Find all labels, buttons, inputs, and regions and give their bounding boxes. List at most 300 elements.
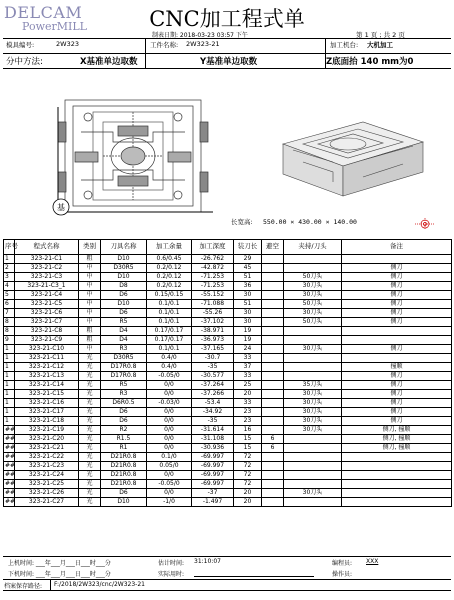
column-header: 加工余量: [147, 240, 192, 255]
table-cell: 45: [234, 264, 262, 273]
mold-no: 2W323: [56, 40, 79, 48]
table-cell: 光: [79, 435, 101, 444]
table-cell: 1: [4, 345, 15, 354]
table-cell: 0.4/0: [147, 363, 192, 372]
table-cell: [284, 453, 342, 462]
table-cell: ##: [5, 444, 16, 452]
table-cell: 30刀头: [284, 399, 342, 408]
table-cell: [262, 300, 284, 309]
table-cell: ##: [5, 480, 16, 488]
table-cell: -71.253: [192, 282, 234, 291]
table-cell: 光: [79, 390, 101, 399]
table-cell: 23: [234, 417, 262, 426]
table-cell: -30.7: [192, 354, 234, 363]
powermill-logo: PowerMILL: [22, 20, 87, 33]
column-header: 加工深度: [192, 240, 234, 255]
table-cell: 72: [234, 453, 262, 462]
table-cell: 侧刀: [342, 390, 452, 399]
table-cell: D10: [101, 300, 147, 309]
table-cell: [262, 309, 284, 318]
table-cell: 30刀头: [284, 390, 342, 399]
table-cell: 光: [79, 426, 101, 435]
table-row: [4, 309, 452, 318]
table-row: [4, 363, 452, 372]
machine-label: 加工机台:: [330, 41, 359, 49]
table-cell: 30刀头: [284, 309, 342, 318]
table-cell: [262, 471, 284, 480]
table-cell: -26.762: [192, 255, 234, 264]
base-mark: 基: [57, 203, 65, 212]
table-cell: ##: [5, 489, 16, 497]
table-cell: 30刀头: [284, 345, 342, 354]
table-cell: [284, 354, 342, 363]
table-cell: 侧刀, 撞顺: [342, 426, 452, 435]
table-cell: 2: [4, 264, 15, 273]
table-cell: 光: [79, 417, 101, 426]
divider: [3, 556, 451, 557]
table-cell: 323-21-C3: [15, 273, 79, 282]
table-cell: 侧刀, 撞顺: [342, 444, 452, 453]
table-cell: [284, 336, 342, 345]
table-cell: -31.108: [192, 435, 234, 444]
table-cell: 侧刀: [342, 399, 452, 408]
column-header: 装刀长: [234, 240, 262, 255]
table-cell: D8: [101, 282, 147, 291]
table-cell: [342, 471, 452, 480]
table-cell: 323-21-C8: [15, 327, 79, 336]
table-cell: -30.936: [192, 444, 234, 453]
table-cell: [284, 255, 342, 264]
dims-value: 550.00 × 430.00 × 140.00: [263, 218, 357, 226]
table-cell: [284, 462, 342, 471]
table-cell: [262, 282, 284, 291]
down-time: 下机时间: ___年___月___日___时___分: [8, 571, 111, 578]
table-cell: 24: [234, 345, 262, 354]
actual-time-label: 实际用时:: [158, 571, 185, 578]
table-row: [4, 372, 452, 381]
table-cell: 323-21-C18: [15, 417, 79, 426]
programmer-label: 编程员:: [332, 560, 353, 567]
table-cell: -71.088: [192, 300, 234, 309]
page-count: 第 1 页 ; 共 2 页: [356, 31, 405, 39]
table-cell: 粗: [79, 327, 101, 336]
table-cell: 0.1/0.1: [147, 318, 192, 327]
table-cell: -35: [192, 417, 234, 426]
table-cell: -30.577: [192, 372, 234, 381]
table-cell: 323-21-C14: [15, 381, 79, 390]
table-cell: [342, 453, 452, 462]
table-cell: 3: [4, 273, 15, 282]
divider: [3, 38, 451, 39]
projection-symbol: [415, 218, 435, 230]
table-cell: -42.872: [192, 264, 234, 273]
table-cell: [262, 480, 284, 489]
table-cell: 72: [234, 462, 262, 471]
table-cell: 323-21-C6: [15, 309, 79, 318]
mold-no-label: 模具编号:: [6, 41, 35, 49]
table-row: [4, 399, 452, 408]
table-cell: D30R5: [101, 264, 147, 273]
table-cell: 0/0: [147, 444, 192, 453]
table-cell: 20: [234, 390, 262, 399]
table-cell: 30刀头: [284, 291, 342, 300]
table-row: [4, 489, 452, 498]
table-cell: 1: [4, 399, 15, 408]
table-cell: D10: [101, 498, 147, 507]
table-cell: 323-21-C21: [15, 444, 79, 453]
table-cell: [262, 255, 284, 264]
table-row: [4, 255, 452, 264]
table-cell: 粗: [79, 255, 101, 264]
table-cell: 侧刀: [342, 291, 452, 300]
table-cell: 323-21-C23: [15, 462, 79, 471]
table-cell: 323-21-C27: [15, 498, 79, 507]
table-cell: 72: [234, 471, 262, 480]
operator-label: 操作员:: [332, 571, 353, 578]
table-cell: 323-21-C22: [15, 453, 79, 462]
z-reference: Z底面抬 140 mm为0: [326, 57, 414, 67]
table-cell: [262, 372, 284, 381]
table-cell: -53.4: [192, 399, 234, 408]
column-header: 夹持/刀头: [284, 240, 342, 255]
table-cell: [284, 264, 342, 273]
table-cell: -37.165: [192, 345, 234, 354]
divider: [3, 53, 451, 54]
table-row: [4, 318, 452, 327]
table-cell: 35刀头: [284, 381, 342, 390]
table-row: [4, 381, 452, 390]
table-cell: 30刀头: [284, 417, 342, 426]
table-cell: 29: [234, 255, 262, 264]
est-time: 31:10:07: [194, 558, 221, 565]
table-cell: 光: [79, 489, 101, 498]
table-cell: 19: [234, 336, 262, 345]
table-row: [4, 462, 452, 471]
table-cell: D4: [101, 327, 147, 336]
table-cell: 323-21-C17: [15, 408, 79, 417]
table-cell: 323-21-C12: [15, 363, 79, 372]
table-cell: 15: [234, 435, 262, 444]
column-header: 备注: [342, 240, 452, 255]
table-cell: -38.971: [192, 327, 234, 336]
delcam-logo: DELCAM: [4, 3, 83, 22]
table-cell: 中: [79, 309, 101, 318]
table-cell: [284, 471, 342, 480]
table-cell: D6R0.5: [101, 399, 147, 408]
top-view: [58, 100, 213, 212]
table-cell: 36: [234, 282, 262, 291]
table-cell: 323-21-C2: [15, 264, 79, 273]
table-cell: D21R0.8: [101, 480, 147, 489]
table-cell: 0.2/0.12: [147, 273, 192, 282]
table-cell: 33: [234, 399, 262, 408]
table-cell: 37: [234, 363, 262, 372]
table-cell: 323-21-C10: [15, 345, 79, 354]
operations-table: [3, 239, 452, 507]
table-cell: 侧刀: [342, 408, 452, 417]
table-cell: [262, 354, 284, 363]
table-cell: 30: [234, 309, 262, 318]
table-cell: [342, 489, 452, 498]
table-cell: R3: [101, 345, 147, 354]
actual-time-line: [194, 576, 314, 577]
table-cell: 1: [4, 417, 15, 426]
table-cell: ##: [5, 426, 16, 434]
table-cell: [262, 426, 284, 435]
table-cell: 0/0: [147, 417, 192, 426]
table-cell: 侧刀: [342, 273, 452, 282]
column-header: 类别: [79, 240, 101, 255]
table-cell: -69.997: [192, 471, 234, 480]
isometric-view: [283, 122, 423, 196]
table-cell: 中: [79, 300, 101, 309]
table-cell: 323-21-C4: [15, 291, 79, 300]
table-cell: 0.1/0.1: [147, 300, 192, 309]
table-cell: 6: [262, 435, 284, 444]
table-cell: 323-21-C19: [15, 426, 79, 435]
table-cell: 30刀头: [284, 426, 342, 435]
table-cell: 9: [4, 336, 15, 345]
table-cell: [342, 327, 452, 336]
table-cell: [262, 498, 284, 507]
table-cell: 50刀头: [284, 300, 342, 309]
table-cell: 72: [234, 480, 262, 489]
table-cell: R5: [101, 318, 147, 327]
table-body: [4, 255, 452, 507]
table-cell: [284, 372, 342, 381]
table-cell: 0/0: [147, 489, 192, 498]
table-cell: -55.26: [192, 309, 234, 318]
table-cell: -37.264: [192, 381, 234, 390]
table-cell: [284, 498, 342, 507]
table-cell: 侧刀, 撞顺: [342, 435, 452, 444]
table-cell: -55.152: [192, 291, 234, 300]
table-cell: -31.614: [192, 426, 234, 435]
table-cell: R1.5: [101, 435, 147, 444]
table-cell: [262, 318, 284, 327]
table-cell: [262, 327, 284, 336]
column-header: 序号: [4, 240, 15, 255]
table-cell: 1: [4, 381, 15, 390]
table-cell: -34.92: [192, 408, 234, 417]
table-cell: D30R5: [101, 354, 147, 363]
table-cell: 光: [79, 462, 101, 471]
table-cell: 30: [234, 318, 262, 327]
table-row: [4, 471, 452, 480]
table-cell: 侧刀: [342, 417, 452, 426]
divider: [3, 579, 451, 580]
table-cell: 光: [79, 498, 101, 507]
table-cell: 23: [234, 408, 262, 417]
table-cell: [262, 345, 284, 354]
table-cell: 30: [234, 291, 262, 300]
divider: [3, 68, 451, 69]
workpiece: 2W323-21: [186, 40, 220, 48]
table-cell: [284, 363, 342, 372]
table-cell: [284, 435, 342, 444]
table-cell: [262, 336, 284, 345]
table-cell: 光: [79, 471, 101, 480]
table-cell: 0.1/0.1: [147, 345, 192, 354]
table-cell: 30刀头: [284, 408, 342, 417]
column-header: 避空: [262, 240, 284, 255]
table-cell: [342, 498, 452, 507]
table-cell: [262, 399, 284, 408]
table-cell: 光: [79, 399, 101, 408]
table-row: [4, 408, 452, 417]
table-cell: D17R0.8: [101, 363, 147, 372]
table-cell: ##: [5, 435, 16, 443]
table-cell: -69.997: [192, 462, 234, 471]
table-cell: [262, 453, 284, 462]
table-cell: [284, 327, 342, 336]
table-cell: 323-21-C26: [15, 489, 79, 498]
table-row: [4, 498, 452, 507]
table-cell: 16: [234, 426, 262, 435]
table-cell: [262, 291, 284, 300]
table-cell: 中: [79, 318, 101, 327]
table-cell: -36.973: [192, 336, 234, 345]
table-row: [4, 417, 452, 426]
table-cell: 33: [234, 372, 262, 381]
table-cell: -37.102: [192, 318, 234, 327]
table-cell: 粗: [79, 336, 101, 345]
table-cell: 0/0: [147, 471, 192, 480]
table-cell: 0.17/0.17: [147, 327, 192, 336]
table-row: [4, 453, 452, 462]
table-cell: 20: [234, 489, 262, 498]
divider: [3, 590, 451, 591]
table-cell: 中: [79, 291, 101, 300]
table-cell: 1: [4, 363, 15, 372]
table-cell: 0.4/0: [147, 354, 192, 363]
table-cell: 323-21-C11: [15, 354, 79, 363]
table-cell: [342, 480, 452, 489]
table-cell: R3: [101, 390, 147, 399]
table-cell: ##: [5, 498, 16, 506]
table-cell: 33: [234, 354, 262, 363]
table-cell: R2: [101, 426, 147, 435]
table-cell: 15: [234, 444, 262, 453]
table-cell: D6: [101, 417, 147, 426]
made-date: 制表日期: 2018-03-23 03:57 下午: [152, 32, 248, 39]
programmer: XXX: [366, 558, 379, 565]
table-cell: 50刀头: [284, 318, 342, 327]
table-cell: 0.05/0: [147, 462, 192, 471]
table-cell: 8: [4, 318, 15, 327]
table-cell: 光: [79, 453, 101, 462]
table-cell: 侧刀: [342, 282, 452, 291]
table-cell: D21R0.8: [101, 462, 147, 471]
table-cell: D6: [101, 408, 147, 417]
table-cell: 侧刀: [342, 381, 452, 390]
table-cell: 中: [79, 264, 101, 273]
table-cell: 0.1/0.1: [147, 309, 192, 318]
table-cell: [284, 444, 342, 453]
table-cell: -71.253: [192, 273, 234, 282]
table-cell: 323-21-C13: [15, 372, 79, 381]
table-cell: [342, 255, 452, 264]
table-row: [4, 264, 452, 273]
table-cell: 侧刀: [342, 372, 452, 381]
table-cell: 1: [4, 390, 15, 399]
table-cell: [342, 336, 452, 345]
est-time-label: 估计时间:: [158, 560, 185, 567]
table-cell: 0/0: [147, 381, 192, 390]
table-cell: 19: [234, 327, 262, 336]
table-cell: 中: [79, 273, 101, 282]
table-cell: [262, 273, 284, 282]
table-cell: 侧刀: [342, 309, 452, 318]
table-cell: 50刀头: [284, 273, 342, 282]
table-cell: 光: [79, 363, 101, 372]
table-row: [4, 273, 452, 282]
table-cell: 侧刀: [342, 300, 452, 309]
table-cell: ##: [5, 471, 16, 479]
table-cell: 0/0: [147, 426, 192, 435]
table-cell: 光: [79, 480, 101, 489]
table-cell: 1: [4, 408, 15, 417]
table-cell: D21R0.8: [101, 471, 147, 480]
table-row: [4, 354, 452, 363]
table-cell: 4: [4, 282, 15, 291]
table-cell: ##: [5, 453, 16, 461]
table-cell: 0.2/0.12: [147, 264, 192, 273]
save-path: F:/2018/2W323/cnc/2W323-21: [54, 581, 145, 588]
table-cell: 323-21-C9: [15, 336, 79, 345]
table-cell: 323-21-C16: [15, 399, 79, 408]
table-row: [4, 300, 452, 309]
y-reference: Y基准单边取数: [200, 57, 258, 67]
table-cell: [342, 462, 452, 471]
table-cell: 中: [79, 282, 101, 291]
table-cell: 323-21-C7: [15, 318, 79, 327]
table-cell: 323-21-C24: [15, 471, 79, 480]
table-row: [4, 327, 452, 336]
table-cell: ##: [5, 462, 16, 470]
table-cell: 中: [79, 345, 101, 354]
table-cell: 光: [79, 381, 101, 390]
centering-label: 分中方法:: [6, 57, 43, 67]
part-drawing: [3, 82, 451, 237]
table-cell: R1: [101, 444, 147, 453]
table-row: [4, 480, 452, 489]
table-cell: 323-21-C1: [15, 255, 79, 264]
table-cell: [262, 264, 284, 273]
table-cell: 8: [4, 327, 15, 336]
table-cell: [262, 363, 284, 372]
table-cell: 25: [234, 381, 262, 390]
table-cell: 0.17/0.17: [147, 336, 192, 345]
table-cell: 光: [79, 372, 101, 381]
table-cell: R5: [101, 381, 147, 390]
table-row: [4, 336, 452, 345]
table-cell: 0.6/0.45: [147, 255, 192, 264]
table-cell: 撞顺: [342, 363, 452, 372]
table-cell: 7: [4, 309, 15, 318]
table-cell: [262, 408, 284, 417]
dims-label: 长宽高:: [231, 218, 253, 226]
table-cell: -69.997: [192, 453, 234, 462]
table-row: [4, 444, 452, 453]
table-cell: 30刀头: [284, 282, 342, 291]
column-header: 刀具名称: [101, 240, 147, 255]
table-cell: 0/0: [147, 435, 192, 444]
table-cell: -0.03/0: [147, 399, 192, 408]
table-cell: [342, 354, 452, 363]
table-cell: -1.497: [192, 498, 234, 507]
table-cell: [262, 462, 284, 471]
